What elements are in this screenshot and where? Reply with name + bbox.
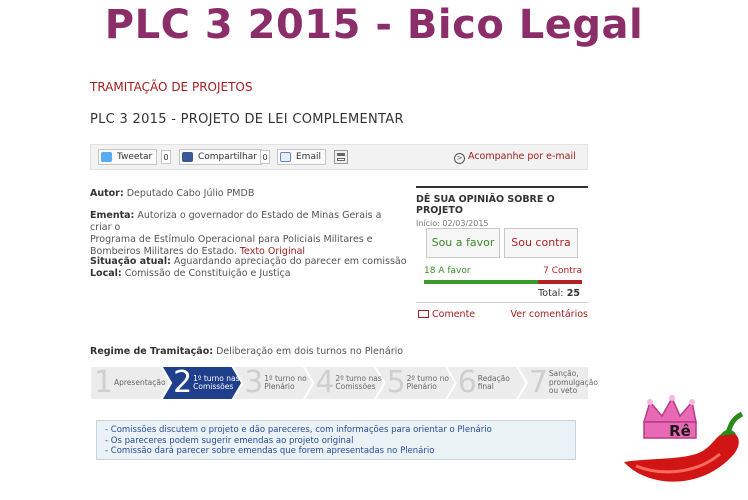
arrow-circle-icon: > [454,153,465,164]
regime-label: Regime de Tramitação: [90,346,214,357]
info-line: - Comissões discutem o projeto e dão pareceres, com informações para orientar o Plenário [105,425,492,435]
ementa-label: Ementa: [90,210,135,221]
step-number: 7 [528,365,548,400]
vote-bar-fill [424,280,538,284]
regime-value: Deliberação em dois turnos no Plenário [216,346,404,357]
step-label [114,379,166,388]
follow-label: Acompanhe por e-mail [468,151,576,162]
view-comments-link[interactable]: Ver comentários [510,309,588,320]
contra-button[interactable]: Sou contra [504,228,578,258]
share-label: Compartilhar [198,152,257,162]
situacao-label: Situação atual: [90,256,171,267]
facebook-icon [182,152,193,162]
local-label: Local: [90,268,122,279]
share-button[interactable] [179,149,262,165]
ementa-line1: Autoriza o governador do Estado de Minas Gerais a criar o [90,210,382,233]
author-value: Deputado Cabo Júlio PMDB [126,188,255,199]
info-line: - Comissão dará parecer sobre emendas que forem apresentadas no Plenário [105,446,435,456]
email-button[interactable] [277,149,326,165]
step-label-line: 1º turno no [264,373,307,383]
envelope-icon [280,152,291,162]
step-label-line: promulgação [548,377,598,387]
vote-bar [424,280,582,284]
info-box [96,420,576,460]
email-label: Email [296,152,321,162]
step-label [193,375,239,392]
texto-original-link[interactable]: Texto Original [239,246,306,257]
situacao-row [90,256,407,268]
divider [416,302,588,303]
comment-label: Comente [432,309,476,320]
step-label-line: Sanção, [548,369,579,379]
section-label: TRAMITAÇÃO DE PROJETOS [90,80,253,94]
step-label-line: Apresentação [114,377,166,387]
comment-icon [418,310,429,318]
local-row [90,268,291,280]
favor-count: 18 A favor [424,266,471,276]
step-label-line: Comissões [335,382,376,391]
follow-email-link[interactable] [454,151,576,164]
ementa-line3: Bombeiros Militares do Estado. [90,246,237,257]
opinion-heading: DÊ SUA OPINIÃO SOBRE O PROJETO [416,194,555,216]
step-label [335,375,381,392]
tweet-label: Tweetar [117,152,153,162]
ementa-block [90,210,400,258]
step-label-line: 2º turno no [406,373,449,383]
situacao-value: Aguardando apreciação do parecer em comissão [173,256,407,267]
contra-count: 7 Contra [543,266,582,276]
step-label [478,375,510,392]
step-label [264,375,306,392]
step-label-line: Redação [477,373,510,383]
local-value: Comissão de Constituição e Justiça [124,268,291,279]
step-number: 6 [457,365,477,400]
author-label: Autor: [90,188,124,199]
step-label [407,375,449,392]
share-count: 0 [260,150,270,164]
step-number: 2 [173,365,193,400]
step-label-line: Comissões [193,382,234,391]
comment-link[interactable] [418,309,475,320]
step-label-line: ou veto [548,386,578,396]
share-bar [90,144,588,170]
step-label-line: Plenário [264,382,295,391]
step-number: 1 [94,365,114,400]
panel-rule [416,186,588,188]
regime-row [90,346,403,357]
banner-title: PLC 3 2015 - Bico Legal [104,2,644,48]
step-label-line: Plenário [406,382,437,391]
logo-text: Rê [669,422,691,440]
step-number: 4 [315,365,335,400]
total-value: 25 [566,288,580,299]
opinion-panel [416,186,588,320]
pepper-logo [616,392,748,496]
tweet-count: 0 [161,150,171,164]
pepper-icon [616,392,748,496]
info-line: - Os pareceres podem sugerir emendas ao projeto original [105,435,354,446]
tweet-button[interactable] [98,149,157,165]
twitter-icon [101,152,112,162]
total-row [538,288,580,299]
page-title: PLC 3 2015 - PROJETO DE LEI COMPLEMENTAR [90,112,404,127]
step-label-line: 1º turno nas [193,373,240,383]
opinion-date: Início: 02/03/2015 [416,219,489,228]
step-label-line: final [477,382,494,391]
step-label [549,370,598,396]
print-icon[interactable] [334,150,348,164]
step-number: 5 [386,365,406,400]
ementa-line2: Programa de Estímulo Operacional para Policiais Militares e [90,234,373,245]
favor-button[interactable]: Sou a favor [426,228,500,258]
total-label: Total: [538,288,564,299]
process-steps [90,365,598,400]
author-row [90,188,254,200]
step-label-line: 2º turno nas [335,373,382,383]
step-number: 3 [244,365,264,400]
